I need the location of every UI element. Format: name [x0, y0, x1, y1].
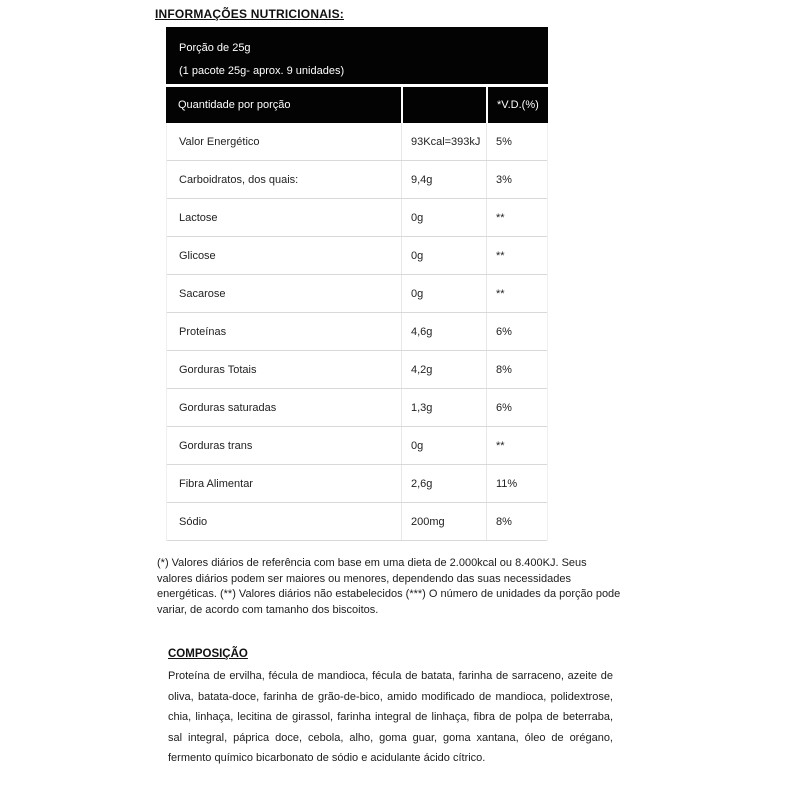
nutrient-value: 9,4g — [401, 161, 486, 198]
nutrient-value: 4,2g — [401, 351, 486, 388]
nutrition-table — [166, 27, 548, 541]
serving-size-line2: (1 pacote 25g- aprox. 9 unidades) — [179, 65, 345, 77]
serving-size-header — [166, 27, 548, 84]
table-row — [167, 275, 547, 313]
composition-heading: COMPOSIÇÃO — [168, 648, 248, 660]
column-header-dv: *V.D.(%) — [486, 87, 548, 123]
nutrient-value: 0g — [401, 275, 486, 312]
table-row — [167, 351, 547, 389]
nutrient-label: Gorduras saturadas — [179, 401, 277, 414]
nutrient-dv: ** — [486, 275, 547, 312]
nutrient-dv: ** — [486, 199, 547, 236]
nutrient-value: 0g — [401, 199, 486, 236]
nutrient-label: Sacarose — [179, 287, 226, 300]
nutrient-value: 93Kcal=393kJ — [401, 123, 486, 160]
nutrient-label: Sódio — [179, 515, 208, 528]
nutrient-value: 200mg — [401, 503, 486, 540]
table-row — [167, 465, 547, 503]
nutrient-label: Glicose — [179, 249, 216, 262]
nutrient-value: 2,6g — [401, 465, 486, 502]
nutrient-dv: 3% — [486, 161, 547, 198]
nutrient-dv: 6% — [486, 313, 547, 350]
nutrient-value: 4,6g — [401, 313, 486, 350]
nutrient-value: 0g — [401, 427, 486, 464]
nutrient-label: Gorduras trans — [179, 439, 253, 452]
nutrient-dv: 8% — [486, 351, 547, 388]
table-body — [166, 123, 548, 541]
nutrient-dv: 6% — [486, 389, 547, 426]
table-row — [167, 313, 547, 351]
table-row — [167, 199, 547, 237]
daily-values-footnote: (*) Valores diários de referência com base em uma dieta de 2.000kcal ou 8.400KJ. Seus valores diários podem ser maiores ou menores, dependendo das suas necessidades energéticas. (**) Valores diários não estabelecidos (***) O número de unidades da porção pode variar, de acordo com tamanho dos biscoitos. — [157, 557, 621, 616]
nutrient-dv: ** — [486, 427, 547, 464]
table-row — [167, 237, 547, 275]
nutrient-label: Proteínas — [179, 325, 227, 338]
serving-size-line1: Porção de 25g — [179, 42, 251, 54]
column-header-quantity: Quantidade por porção — [178, 99, 291, 111]
table-column-header-row — [166, 87, 548, 123]
column-header-value — [401, 87, 486, 123]
nutrient-dv: 8% — [486, 503, 547, 540]
table-row — [167, 427, 547, 465]
nutrient-dv: 11% — [486, 465, 547, 502]
nutrient-value: 1,3g — [401, 389, 486, 426]
nutrient-label: Gorduras Totais — [179, 363, 257, 376]
nutrient-value: 0g — [401, 237, 486, 274]
nutrient-dv: 5% — [486, 123, 547, 160]
nutrient-label: Lactose — [179, 211, 218, 224]
nutrient-label: Valor Energético — [179, 135, 260, 148]
table-row — [167, 123, 547, 161]
composition-ingredients-text: Proteína de ervilha, fécula de mandioca, fécula de batata, farinha de sarraceno, azeite de oliva, batata-doce, farinha de grão-de-bico, amido modificado de mandioca, polidextrose, chia, linhaça, lecitina de girassol, farinha integral de linhaça, fibra de polpa de beterraba, sal integral, páprica doce, cebola, alho, goma guar, goma xantana, óleo de orégano, fermento químico bicarbonato de sódio e acidulante ácido cítrico. — [168, 670, 613, 764]
table-row — [167, 503, 547, 541]
nutrient-label: Carboidratos, dos quais: — [179, 173, 299, 186]
table-row — [167, 161, 547, 199]
nutrient-dv: ** — [486, 237, 547, 274]
nutrient-label: Fibra Alimentar — [179, 477, 253, 490]
page-title: INFORMAÇÕES NUTRICIONAIS: — [155, 7, 344, 21]
table-row — [167, 389, 547, 427]
